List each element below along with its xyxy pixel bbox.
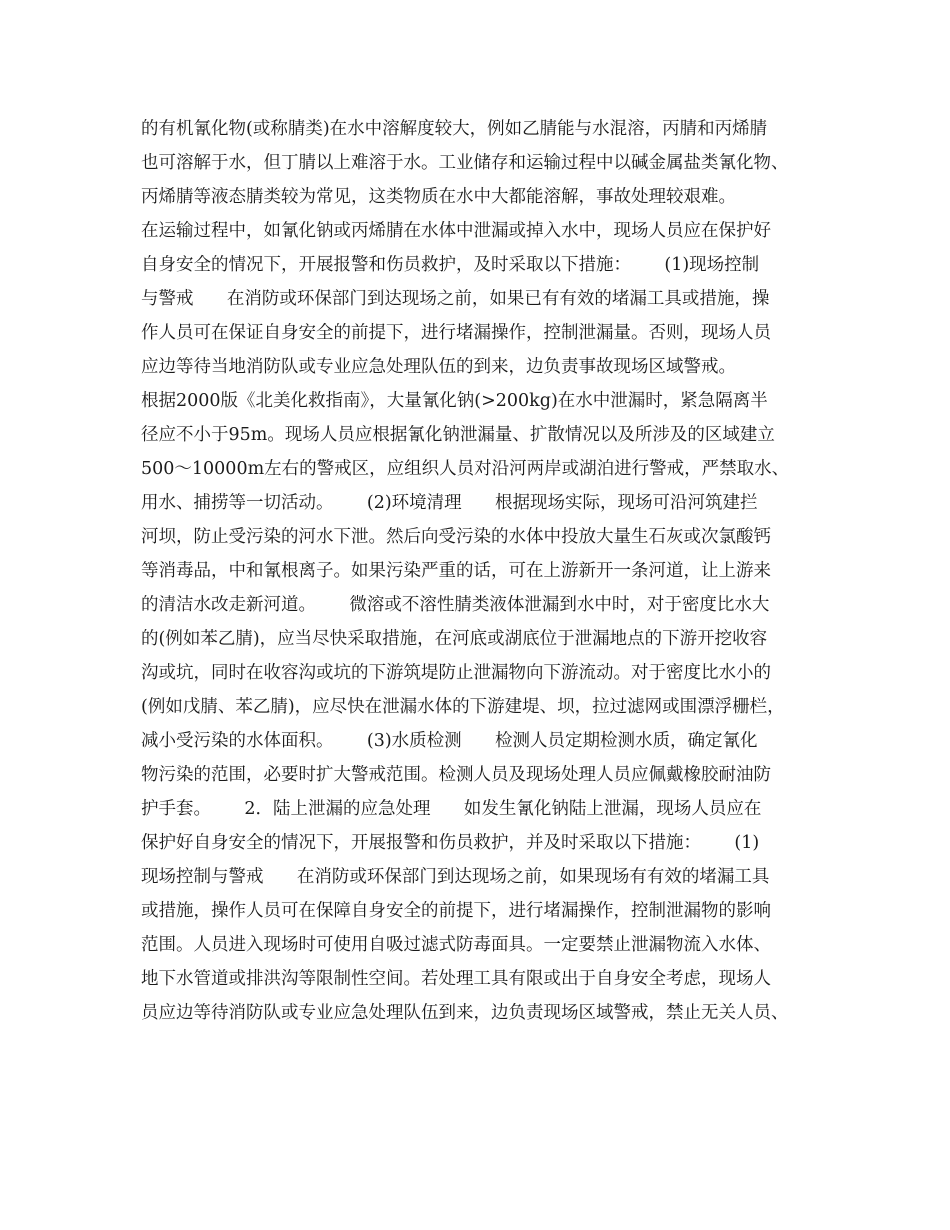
text-line: 也可溶解于水，但丁腈以上难溶于水。工业储存和运输过程中以碱金属盐类氰化物、 xyxy=(141,153,789,173)
text-line: 与警戒 在消防或环保部门到达现场之前，如果已有有效的堵漏工具或措施，操 xyxy=(141,289,770,309)
text-line: 现场控制与警戒 在消防或环保部门到达现场之前，如果现场有有效的堵漏工具 xyxy=(141,867,770,887)
text-line: 作人员可在保证自身安全的前提下，进行堵漏操作，控制泄漏量。否则，现场人员 xyxy=(141,323,771,343)
body-text xyxy=(141,112,831,1030)
text-line: 沟或坑，同时在收容沟或坑的下游筑堤防止泄漏物向下游流动。对于密度比水小的 xyxy=(141,663,771,683)
text-line: 500～10000m左右的警戒区，应组织人员对沿河两岸或湖泊进行警戒，严禁取水、 xyxy=(141,459,790,479)
text-line: 物污染的范围，必要时扩大警戒范围。检测人员及现场处理人员应佩戴橡胶耐油防 xyxy=(141,765,771,785)
text-line: (例如戊腈、苯乙腈)，应尽快在泄漏水体的下游建堤、坝，拉过滤网或围漂浮栅栏， xyxy=(141,697,785,717)
text-line: 丙烯腈等液态腈类较为常见，这类物质在水中大都能溶解，事故处理较艰难。 xyxy=(141,187,736,207)
text-line: 或措施，操作人员可在保障自身安全的前提下，进行堵漏操作，控制泄漏物的影响 xyxy=(141,901,771,921)
text-line: 员应边等待消防队或专业应急处理队伍到来，边负责现场区域警戒，禁止无关人员、 xyxy=(141,1003,789,1023)
text-line: 护手套。 2．陆上泄漏的应急处理 如发生氰化钠陆上泄漏，现场人员应在 xyxy=(141,799,762,819)
text-line: 根据2000版《北美化救指南》，大量氰化钠(>200kg)在水中泄漏时，紧急隔离半 xyxy=(141,391,768,411)
text-line: 减小受污染的水体面积。 (3)水质检测 检测人员定期检测水质，确定氰化 xyxy=(141,731,758,751)
text-line: 自身安全的情况下，开展报警和伤员救护，及时采取以下措施： (1)现场控制 xyxy=(141,255,760,275)
text-line: 等消毒品，中和氰根离子。如果污染严重的话，可在上游新开一条河道，让上游来 xyxy=(141,561,771,581)
text-line: 的清洁水改走新河道。 微溶或不溶性腈类液体泄漏到水中时，对于密度比水大 xyxy=(141,595,770,615)
text-line: 范围。人员进入现场时可使用自吸过滤式防毒面具。一定要禁止泄漏物流入水体、 xyxy=(141,935,771,955)
text-line: 应边等待当地消防队或专业应急处理队伍的到来，边负责事故现场区域警戒。 xyxy=(141,357,736,377)
text-line: 地下水管道或排洪沟等限制性空间。若处理工具有限或出于自身安全考虑，现场人 xyxy=(141,969,771,989)
text-line: 径应不小于95m。现场人员应根据氰化钠泄漏量、扩散情况以及所涉及的区域建立 xyxy=(141,425,775,445)
text-line: 用水、捕捞等一切活动。 (2)环境清理 根据现场实际，现场可沿河筑建拦 xyxy=(141,493,758,513)
text-line: 在运输过程中，如氰化钠或丙烯腈在水体中泄漏或掉入水中，现场人员应在保护好 xyxy=(141,221,771,241)
text-line: 河坝，防止受污染的河水下泄。然后向受污染的水体中投放大量生石灰或次氯酸钙 xyxy=(141,527,771,547)
text-line: 的(例如苯乙腈)，应当尽快采取措施，在河底或湖底位于泄漏地点的下游开挖收容 xyxy=(141,629,768,649)
text-line: 的有机氰化物(或称腈类)在水中溶解度较大，例如乙腈能与水混溶，丙腈和丙烯腈 xyxy=(141,119,768,139)
text-line: 保护好自身安全的情况下，开展报警和伤员救护，并及时采取以下措施： (1) xyxy=(141,833,760,853)
